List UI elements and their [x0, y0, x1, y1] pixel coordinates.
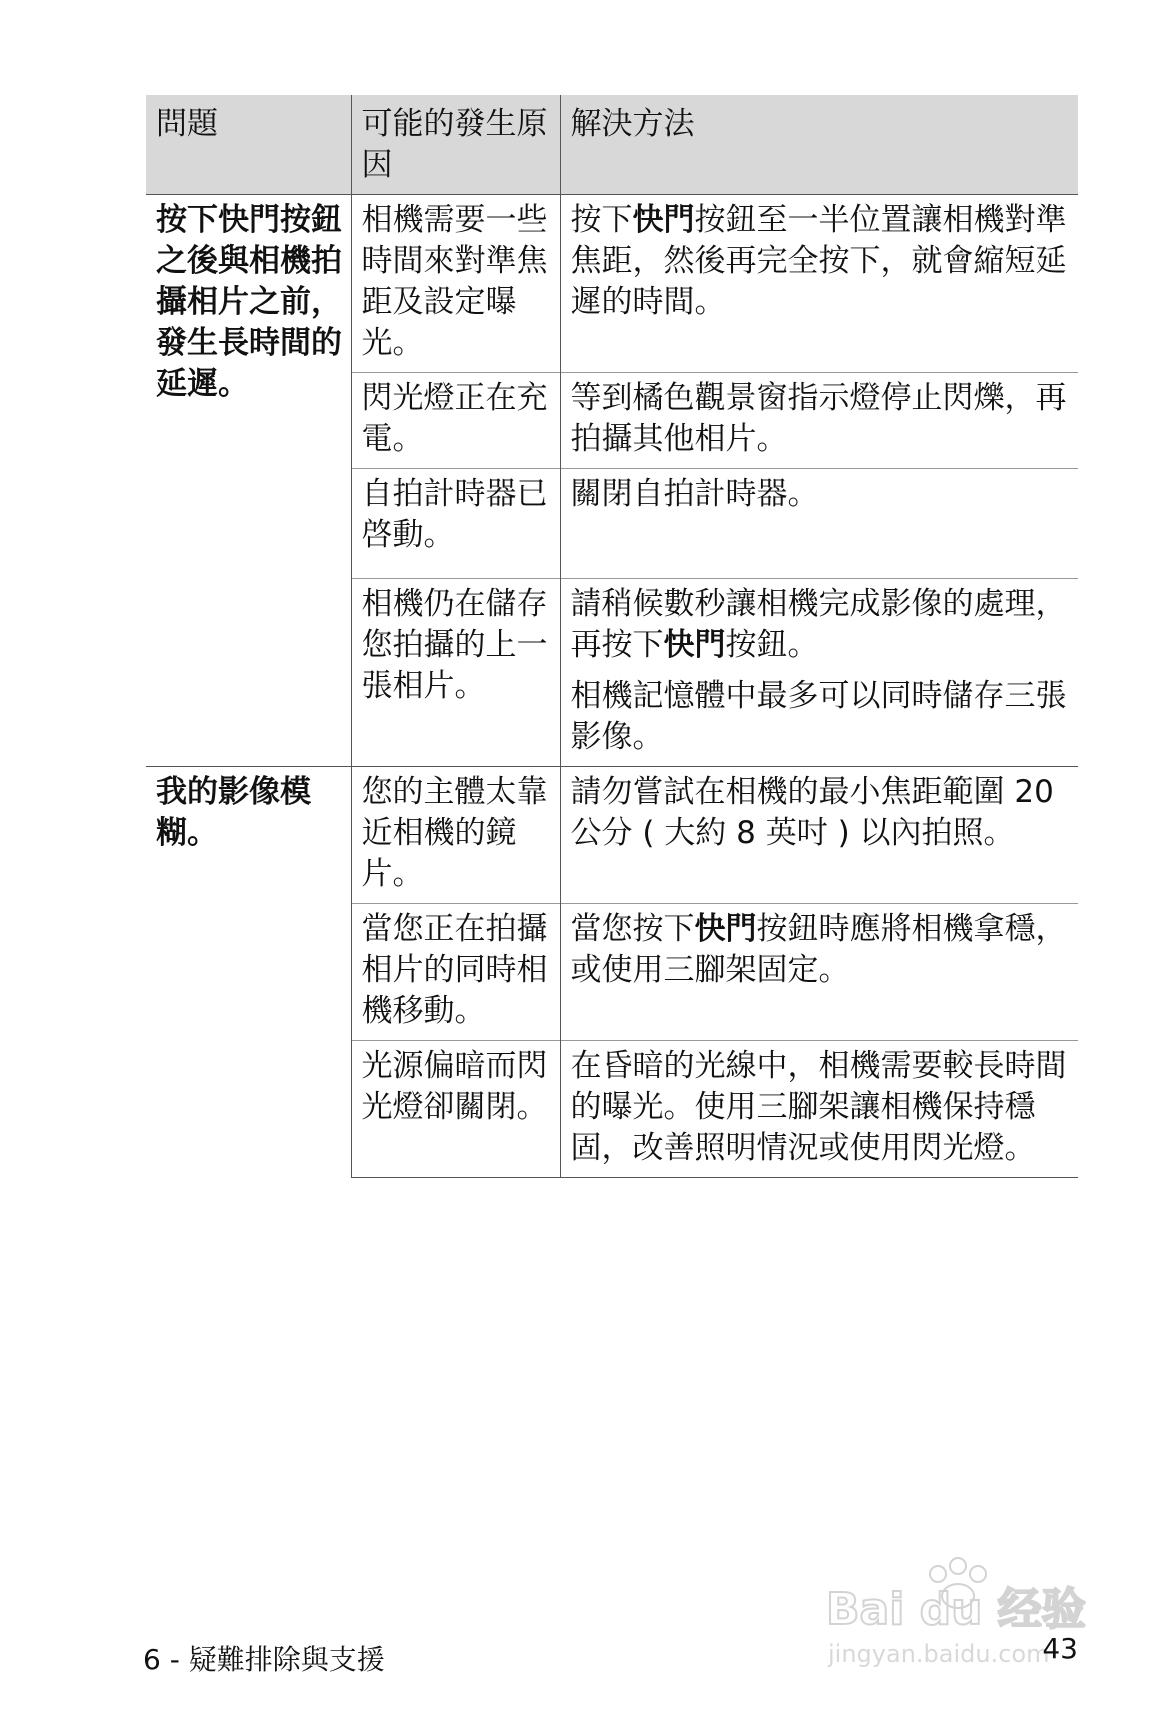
troubleshooting-table	[146, 95, 1078, 1178]
solution-text: 按鈕至一半位置讓相機對準焦距，然後再完全按下，就會縮短延遲的時間。	[570, 202, 1067, 320]
shutter-button-term: 快門	[694, 911, 757, 947]
solution-text: 按鈕。	[725, 627, 819, 663]
problem-cell: 我的影像模糊。	[146, 767, 351, 1178]
problem-cell: 按下快門按鈕之後與相機拍攝相片之前，發生長時間的延遲。	[146, 195, 351, 767]
shutter-button-term: 快門	[632, 202, 695, 238]
cause-cell: 自拍計時器已啓動。	[351, 469, 560, 579]
cause-cell: 閃光燈正在充電。	[351, 373, 560, 469]
header-problem: 問題	[146, 95, 351, 195]
solution-cell: 等到橘色觀景窗指示燈停止閃爍，再拍攝其他相片。	[560, 373, 1078, 469]
solution-cell: 在昏暗的光線中，相機需要較長時間的曝光。使用三腳架讓相機保持穩固，改善照明情況或使用閃光燈。	[560, 1041, 1078, 1178]
header-solution: 解決方法	[560, 95, 1078, 195]
cause-cell: 相機仍在儲存您拍攝的上一張相片。	[351, 579, 560, 767]
table-header-row	[146, 95, 1078, 195]
cause-cell: 光源偏暗而閃光燈卻關閉。	[351, 1041, 560, 1178]
solution-text: 當您按下	[570, 911, 695, 947]
shutter-button-term: 快門	[663, 627, 726, 663]
cause-cell: 相機需要一些時間來對準焦距及設定曝光。	[351, 195, 560, 373]
watermark-brand: Bai du 经验	[826, 1584, 1086, 1635]
solution-cell: 關閉自拍計時器。	[560, 469, 1078, 579]
solution-text: 請稍候數秒讓相機完成影像的處理，再按下	[570, 586, 1067, 663]
page-number: 43	[1042, 1632, 1078, 1665]
solution-cell	[560, 195, 1078, 373]
solution-text: 按鈕時應將相機拿穩，或使用三腳架固定。	[570, 911, 1067, 988]
cause-cell: 您的主體太靠近相機的鏡片。	[351, 767, 560, 904]
solution-cell: 請勿嘗試在相機的最小焦距範圍 20 公分 ( 大約 8 英吋 ) 以內拍照。	[560, 767, 1078, 904]
chapter-footer: 6 - 疑難排除與支援	[143, 1643, 385, 1676]
header-cause: 可能的發生原因	[351, 95, 560, 195]
table-row	[146, 767, 1078, 904]
solution-cell	[560, 579, 1078, 767]
cause-cell: 當您正在拍攝相片的同時相機移動。	[351, 904, 560, 1041]
watermark-url: jingyan.baidu.com	[828, 1640, 1050, 1668]
solution-note: 相機記憶體中最多可以同時儲存三張影像。	[570, 678, 1067, 755]
solution-text: 按下	[570, 202, 633, 238]
solution-cell	[560, 904, 1078, 1041]
table-row	[146, 195, 1078, 373]
